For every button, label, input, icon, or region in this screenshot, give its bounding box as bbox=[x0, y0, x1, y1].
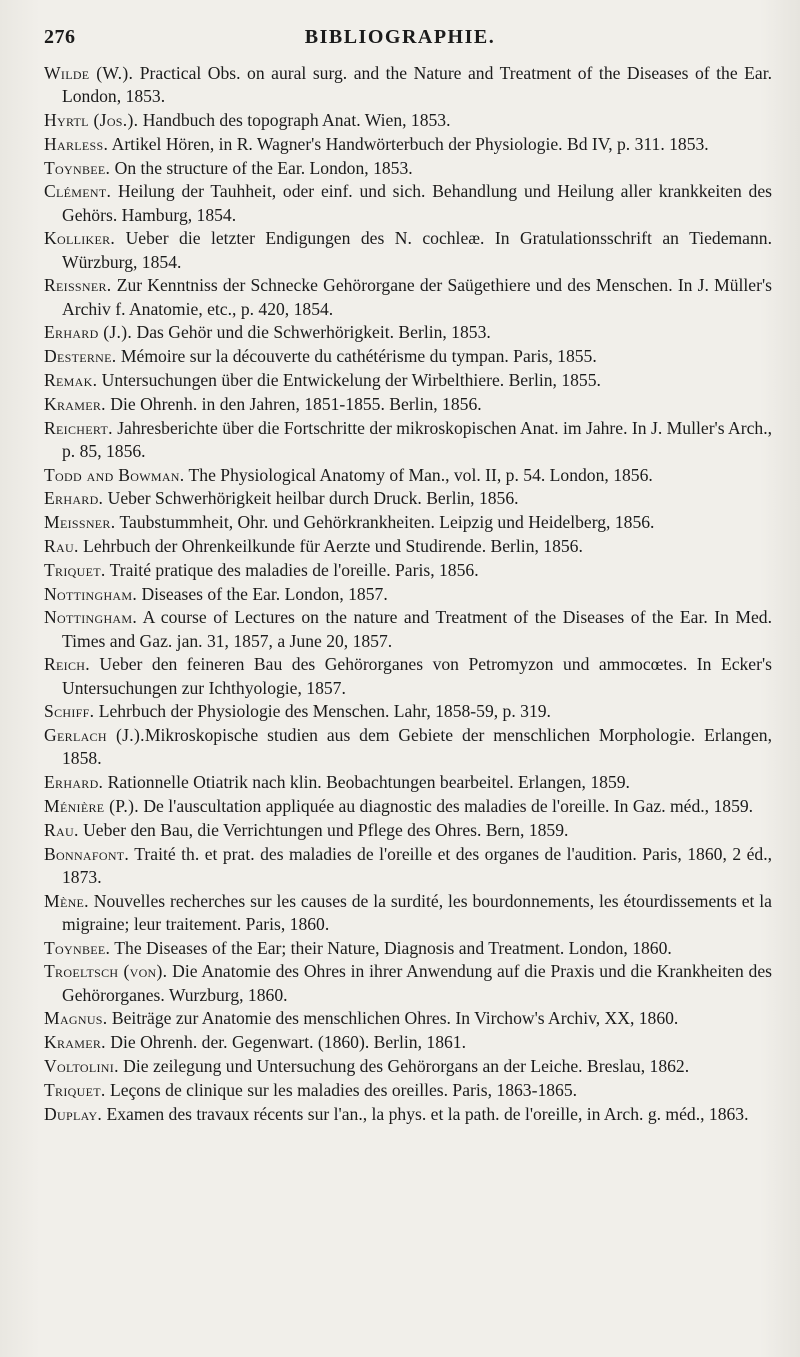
entry-details: Ueber den feineren Bau des Gehörorganes von Petromyzon und ammocœtes. In Ecker's Untersuchungen zur Ichthyologie, 1857. bbox=[62, 654, 772, 698]
entry-details: The Physiological Anatomy of Man., vol. II, p. 54. London, 1856. bbox=[184, 464, 653, 485]
entry-details: Artikel Hören, in R. Wagner's Handwörterbuch der Physiologie. Bd IV, p. 311. 1853. bbox=[108, 133, 709, 154]
entry-author: Schiff. bbox=[44, 701, 95, 722]
bibliography-entry bbox=[44, 1055, 772, 1078]
entry-author: Duplay. bbox=[44, 1103, 103, 1124]
bibliography-entry bbox=[44, 559, 772, 582]
entry-author: Triquet. bbox=[44, 1079, 106, 1100]
entry-details: Die Ohrenh. der. Gegenwart. (1860). Berlin, 1861. bbox=[105, 1032, 466, 1053]
entry-author: Wilde (W.). bbox=[44, 63, 134, 83]
bibliography-entry bbox=[44, 464, 772, 487]
entry-details: Lehrbuch der Physiologie des Menschen. Lahr, 1858-59, p. 319. bbox=[94, 701, 551, 722]
bibliography-entry bbox=[44, 583, 772, 606]
bibliography-entry bbox=[44, 109, 772, 132]
entry-author: Reichert. bbox=[44, 417, 113, 438]
bibliography-entry bbox=[44, 724, 772, 770]
entry-author: Kolliker. bbox=[44, 228, 116, 249]
bibliography-entry bbox=[44, 393, 772, 416]
entry-author: Rau. bbox=[44, 819, 79, 840]
entry-author: Erhard. bbox=[44, 772, 104, 793]
bibliography-entry bbox=[44, 345, 772, 368]
entry-author: Mène. bbox=[44, 890, 89, 911]
entry-author: Kramer. bbox=[44, 1032, 106, 1053]
page-header bbox=[36, 26, 764, 56]
bibliography-entry bbox=[44, 133, 772, 156]
entry-details: A course of Lectures on the nature and Treatment of the Diseases of the Ear. In Med. Times and Gaz. jan. 31, 1857, a June 20, 1857. bbox=[62, 607, 772, 651]
entry-author: Harless. bbox=[44, 133, 109, 154]
entry-author: Reissner. bbox=[44, 275, 112, 296]
bibliography-entry bbox=[44, 700, 772, 723]
bibliography-entry bbox=[44, 511, 772, 534]
entry-details: De l'auscultation appliquée au diagnostic des maladies de l'oreille. In Gaz. méd., 1859. bbox=[138, 795, 754, 816]
entry-author: Gerlach (J.). bbox=[44, 725, 145, 746]
entry-author: Erhard (J.). bbox=[44, 322, 133, 343]
bibliography-entry bbox=[44, 1007, 772, 1030]
entry-author: Clément. bbox=[44, 181, 112, 202]
bibliography-entry bbox=[44, 180, 772, 226]
bibliography-entry bbox=[44, 771, 772, 794]
bibliography-entry bbox=[44, 653, 772, 699]
entry-details: Ueber die letzter Endigungen des N. cochleæ. In Gratulationsschrift an Tiedemann. Würzburg, 1854. bbox=[62, 228, 772, 272]
entry-details: Traité pratique des maladies de l'oreille. Paris, 1856. bbox=[105, 559, 479, 580]
bibliography-entry bbox=[44, 843, 772, 889]
bibliography-list bbox=[44, 62, 772, 1126]
entry-details: Examen des travaux récents sur l'an., la phys. et la path. de l'oreille, in Arch. g. méd., 1863. bbox=[102, 1103, 749, 1124]
bibliography-entry bbox=[44, 62, 772, 108]
entry-details: Das Gehör und die Schwerhörigkeit. Berlin, 1853. bbox=[132, 322, 491, 343]
entry-author: Magnus. bbox=[44, 1008, 108, 1029]
entry-details: Diseases of the Ear. London, 1857. bbox=[137, 583, 388, 604]
entry-author: Bonnafont. bbox=[44, 843, 130, 864]
bibliography-entry bbox=[44, 274, 772, 320]
running-head: BIBLIOGRAPHIE. bbox=[304, 26, 496, 48]
page-number: 276 bbox=[44, 26, 76, 48]
entry-details: Rationnelle Otiatrik nach klin. Beobachtungen bearbeitel. Erlangen, 1859. bbox=[103, 772, 630, 793]
entry-details: Lehrbuch der Ohrenkeilkunde für Aerzte und Studirende. Berlin, 1856. bbox=[78, 535, 583, 556]
bibliography-entry bbox=[44, 1103, 772, 1126]
entry-details: Mémoire sur la découverte du cathétérisme du tympan. Paris, 1855. bbox=[116, 346, 597, 367]
entry-details: Nouvelles recherches sur les causes de la surdité, les bourdonnements, les étourdissements et la migraine; leur traitement. Paris, 1860. bbox=[62, 890, 772, 934]
entry-details: Heilung der Tauhheit, oder einf. und sich. Behandlung und Heilung aller krankkeiten des Gehörs. Hamburg, 1854. bbox=[62, 181, 772, 225]
entry-details: Handbuch des topograph Anat. Wien, 1853. bbox=[138, 110, 451, 130]
entry-author: Remak. bbox=[44, 369, 98, 390]
bibliography-entry bbox=[44, 227, 772, 273]
entry-author: Triquet. bbox=[44, 559, 106, 580]
bibliography-entry bbox=[44, 606, 772, 652]
bibliography-entry bbox=[44, 535, 772, 558]
bibliography-entry bbox=[44, 417, 772, 463]
entry-details: Taubstummheit, Ohr. und Gehörkrankheiten. Leipzig und Heidelberg, 1856. bbox=[115, 512, 655, 533]
entry-author: Rau. bbox=[44, 535, 79, 556]
entry-author: Nottingham. bbox=[44, 607, 138, 628]
entry-author: Toynbee. bbox=[44, 937, 111, 958]
entry-details: Beiträge zur Anatomie des menschlichen Ohres. In Virchow's Archiv, XX, 1860. bbox=[107, 1008, 679, 1029]
bibliography-entry bbox=[44, 937, 772, 960]
entry-author: Kramer. bbox=[44, 393, 106, 414]
entry-author: Ménière (P.). bbox=[44, 795, 139, 816]
bibliography-entry bbox=[44, 1079, 772, 1102]
entry-details: Traité th. et prat. des maladies de l'oreille et des organes de l'audition. Paris, 1860, 2 éd., 1873. bbox=[62, 843, 772, 887]
bibliography-entry bbox=[44, 157, 772, 180]
entry-details: Mikroskopische studien aus dem Gebiete der menschlichen Morphologie. Erlangen, 1858. bbox=[62, 725, 772, 769]
entry-details: Leçons de clinique sur les maladies des oreilles. Paris, 1863-1865. bbox=[105, 1079, 578, 1100]
entry-author: Meissner. bbox=[44, 512, 116, 533]
entry-author: Todd and Bowman. bbox=[44, 464, 185, 485]
entry-author: Voltolini. bbox=[44, 1055, 119, 1076]
bibliography-entry bbox=[44, 795, 772, 818]
bibliography-entry bbox=[44, 1031, 772, 1054]
entry-details: Die Anatomie des Ohres in ihrer Anwendung auf die Praxis und die Krankheiten des Gehörorganes. Wurzburg, 1860. bbox=[62, 961, 772, 1005]
entry-details: On the structure of the Ear. London, 1853. bbox=[110, 157, 413, 178]
entry-details: Zur Kenntniss der Schnecke Gehörorgane der Saügethiere und des Menschen. In J. Müller's Archiv f. Anatomie, etc., p. 420, 1854. bbox=[62, 275, 772, 319]
entry-author: Desterne. bbox=[44, 346, 117, 367]
entry-author: Hyrtl (Jos.). bbox=[44, 110, 139, 130]
entry-details: Ueber Schwerhörigkeit heilbar durch Druck. Berlin, 1856. bbox=[103, 488, 519, 509]
bibliography-entry bbox=[44, 369, 772, 392]
entry-details: Untersuchungen über die Entwickelung der Wirbelthiere. Berlin, 1855. bbox=[97, 369, 601, 390]
entry-details: Practical Obs. on aural surg. and the Nature and Treatment of the Diseases of the Ear. London, 1853. bbox=[62, 63, 772, 107]
bibliography-entry bbox=[44, 487, 772, 510]
bibliography-entry bbox=[44, 321, 772, 344]
entry-details: Die zeilegung und Untersuchung des Gehörorgans an der Leiche. Breslau, 1862. bbox=[118, 1055, 690, 1076]
entry-author: Troeltsch (von). bbox=[44, 961, 168, 982]
entry-author: Toynbee. bbox=[44, 157, 111, 178]
bibliography-entry bbox=[44, 890, 772, 936]
bibliography-entry bbox=[44, 960, 772, 1006]
entry-author: Erhard. bbox=[44, 488, 104, 509]
entry-author: Reich. bbox=[44, 654, 90, 675]
entry-details: Die Ohrenh. in den Jahren, 1851-1855. Berlin, 1856. bbox=[105, 393, 482, 414]
entry-details: The Diseases of the Ear; their Nature, Diagnosis and Treatment. London, 1860. bbox=[110, 937, 672, 958]
entry-author: Nottingham. bbox=[44, 583, 138, 604]
entry-details: Jahresberichte über die Fortschritte der mikroskopischen Anat. im Jahre. In J. Muller's Arch., p. 85, 1856. bbox=[62, 417, 772, 461]
bibliography-entry bbox=[44, 819, 772, 842]
entry-details: Ueber den Bau, die Verrichtungen und Pflege des Ohres. Bern, 1859. bbox=[78, 819, 569, 840]
